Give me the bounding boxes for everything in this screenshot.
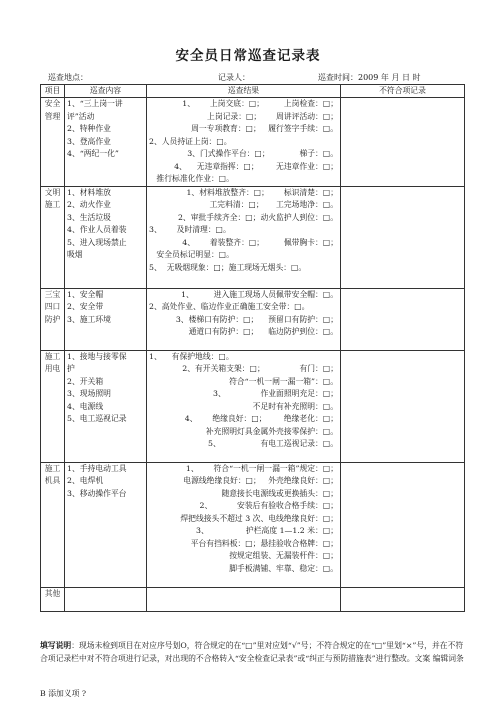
row-items xyxy=(65,350,147,462)
header-item: 项目 xyxy=(41,85,65,98)
item-line: 2、特种作业 xyxy=(67,124,111,133)
item-line: 4、“两纪一化” xyxy=(67,149,119,158)
result-line: 2、审批手续齐全：□；动火监护人到位：□。 xyxy=(177,212,338,222)
table-header-row xyxy=(41,85,465,98)
item-line: 2、安全带 xyxy=(67,302,104,311)
item-line: 2、动火作业 xyxy=(67,200,111,209)
row-results xyxy=(147,462,341,587)
item-line: 1、“三上岗一讲 xyxy=(67,99,123,108)
table-row xyxy=(41,462,465,587)
item-line: 4、电源线 xyxy=(67,401,104,411)
row-results xyxy=(147,587,341,611)
result-line: 3、门式操作平台：□； 梯子：□。 xyxy=(187,149,338,158)
header-result: 巡查结果 xyxy=(147,85,341,98)
result-line: 上岗记录：□； 周讲评活动：□； xyxy=(207,111,338,121)
result-line: 3、楼梯口有防护：□； 预留口有防护：□； xyxy=(175,314,338,324)
nonconformity-record-cell[interactable] xyxy=(341,186,465,288)
nonconformity-record-cell[interactable] xyxy=(341,288,465,350)
inspection-table xyxy=(40,84,465,612)
item-line: 3、生活垃圾 xyxy=(67,212,111,222)
footer-text: B 添加义项 ? xyxy=(40,689,87,698)
instructions-label: 填写说明 xyxy=(40,641,72,650)
result-line: 2、 安装后有验收合格手续：□； xyxy=(199,501,338,510)
row-results xyxy=(147,350,341,462)
result-line: 5、 有电工巡视记录：□。 xyxy=(208,439,338,448)
item-line: 1、材料堆放 xyxy=(67,187,111,197)
row-items xyxy=(65,462,147,587)
row-category: 施工 机具 xyxy=(41,462,65,587)
result-line: 通道口有防护：□； 临边防护到位：□。 xyxy=(188,327,338,336)
result-line: 随意接长电源线或更换插头：□； xyxy=(221,488,338,498)
table-row xyxy=(41,288,465,350)
table-row xyxy=(41,587,465,611)
row-results xyxy=(147,288,341,350)
result-line: 平台有挡料板：□；悬挂验收合格牌：□； xyxy=(190,538,338,548)
result-line: 1、 上岗交底：□； 上岗检查：□； xyxy=(182,99,338,108)
item-line: 3、现场照明 xyxy=(67,389,111,398)
item-line: 1、接地与接零保 xyxy=(67,351,127,361)
header-nonconformity: 不符合项记录 xyxy=(341,85,465,98)
nonconformity-record-cell[interactable] xyxy=(341,462,465,587)
result-line: 符合“一机一闸一漏一箱”：□。 xyxy=(229,376,338,386)
form-title: 安全员日常巡查记录表 xyxy=(175,48,321,64)
row-category: 其他 xyxy=(41,587,65,611)
row-items xyxy=(65,98,147,187)
item-line: 1、安全帽 xyxy=(67,289,104,299)
result-line: 5、 无吸烟现象：□；施工现场无烟头：□。 xyxy=(149,262,307,272)
item-line: 吸烟 xyxy=(67,250,83,259)
inspection-time-label: 巡查时间：2009 年 月 日 时 xyxy=(318,73,421,82)
item-line: 5、电工巡视记录 xyxy=(67,414,127,423)
result-line: 2、有开关箱支架：□； 有门：□； xyxy=(182,364,338,373)
row-items xyxy=(65,288,147,350)
location-label: 巡查地点： xyxy=(48,73,88,82)
item-line: 1、手持电动工具 xyxy=(67,463,127,473)
table-row xyxy=(41,350,465,462)
result-line: 脚手板满铺、牢靠、稳定：□。 xyxy=(229,563,338,573)
result-line: 4、 无违章指挥：□； 无违章作业：□； xyxy=(174,161,338,171)
item-line: 护 xyxy=(67,364,75,373)
result-line: 补充照明灯具金属外壳接零保护：□。 xyxy=(205,426,338,436)
row-results xyxy=(147,186,341,288)
result-line: 1、材料堆放整齐：□； 标识清楚：□； xyxy=(186,187,338,197)
result-line: 2、人员持证上岗：□。 xyxy=(149,136,232,146)
result-line: 电源线绝缘良好：□； 外壳绝缘良好：□； xyxy=(183,476,338,485)
result-line: 1、 进入施工现场人员佩带安全帽：□。 xyxy=(181,289,338,299)
table-row xyxy=(41,186,465,288)
result-line: 4、 绝缘良好：□； 绝缘老化：□； xyxy=(184,414,338,423)
item-line: 2、电焊机 xyxy=(67,476,104,485)
item-line: 2、开关箱 xyxy=(67,376,104,386)
row-items xyxy=(65,186,147,288)
header-content: 巡查内容 xyxy=(65,85,147,98)
result-line: 按规定组装、无漏装杆件：□； xyxy=(229,551,338,560)
row-category: 文明 施工 xyxy=(41,186,65,288)
recorder-label: 记录人： xyxy=(218,73,250,82)
nonconformity-record-cell[interactable] xyxy=(341,587,465,611)
item-line: 3、施工环境 xyxy=(67,314,111,324)
result-line: 4、 着装整齐：□； 佩带胸卡：□； xyxy=(182,237,338,247)
result-line: 周一专项教育：□； 履行签字手续：□。 xyxy=(191,124,338,133)
result-line: 2、高处作业、临边作业正确施工安全带：□。 xyxy=(149,302,310,311)
item-line: 4、作业人员着装 xyxy=(67,225,127,234)
nonconformity-record-cell[interactable] xyxy=(341,350,465,462)
row-results xyxy=(147,98,341,187)
item-line: 3、移动操作平台 xyxy=(67,488,127,498)
result-line: 安全员标记明显：□。 xyxy=(149,250,234,259)
result-line: 推行标准化作业：□。 xyxy=(149,174,234,183)
row-category: 三宝 四口 防护 xyxy=(41,288,65,350)
nonconformity-record-cell[interactable] xyxy=(341,98,465,187)
item-line: 3、登高作业 xyxy=(67,136,111,146)
result-line: 3、 作业面照明充足：□； xyxy=(213,389,338,398)
result-line: 1、 符合“一机一闸一漏一箱”规定：□； xyxy=(185,463,338,473)
table-row xyxy=(41,98,465,187)
fill-instructions xyxy=(40,640,470,665)
row-category: 安全 管理 xyxy=(41,98,65,187)
result-line: 不足时有补充照明：□。 xyxy=(252,401,338,411)
item-line: 评”活动 xyxy=(67,111,95,121)
result-line: 焊把线接头不超过 3 次、电线绝缘良好：□； xyxy=(180,513,338,523)
row-items xyxy=(65,587,147,611)
instructions-text: ：现场未检到项目在对应序号划O，符合规定的在“□”里对应划“√”号；不符合规定的在“□”里划“×”号，并在不符合项记录栏中对不符合项进行记录，对出现的不合格转入“安全检查记录表”或“纠正与预防措施表”进行整改。文案 编辑词条 xyxy=(40,641,464,663)
item-line: 5、进入现场禁止 xyxy=(67,237,127,247)
row-category: 施工 用电 xyxy=(41,350,65,462)
result-line: 1、 有保护地线：□。 xyxy=(149,351,234,361)
result-line: 3、 及时清理：□。 xyxy=(149,225,231,234)
result-line: 工完料清：□； 工完场地净：□。 xyxy=(209,200,338,209)
result-line: 3、 护栏高度 1—1.2 米：□； xyxy=(196,526,338,535)
